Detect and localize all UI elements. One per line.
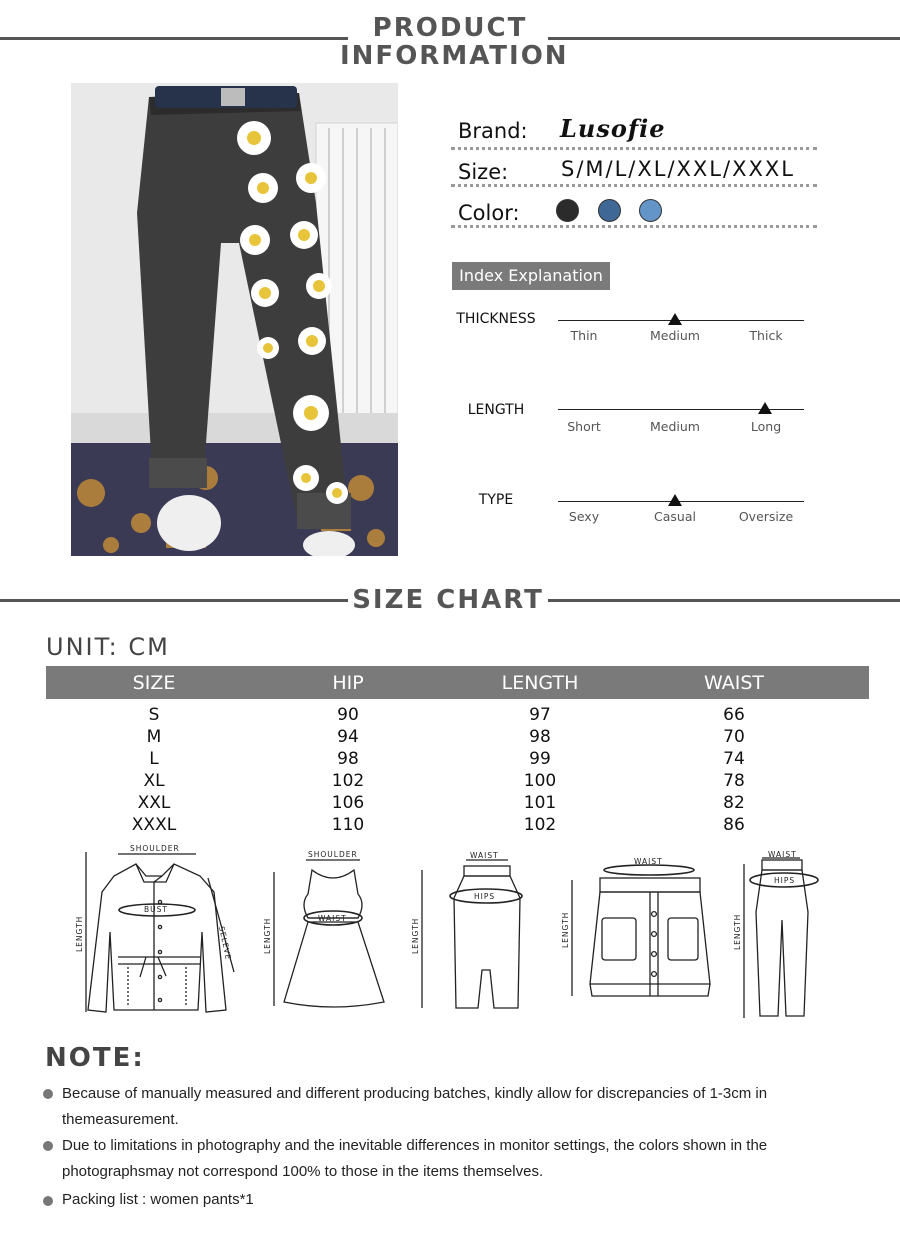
skirt-length-label: LENGTH: [411, 917, 420, 954]
cell-hip: 90: [337, 705, 359, 725]
tick-casual: Casual: [654, 509, 696, 524]
cell-size: S: [148, 705, 160, 725]
index-explanation-badge: Index Explanation: [452, 262, 610, 290]
note-item-3: Packing list : women pants*1: [62, 1191, 254, 1208]
dress-shoulder-label: SHOULDER: [308, 850, 358, 859]
tick-oversize: Oversize: [738, 509, 794, 524]
color-swatch-black[interactable]: [556, 199, 579, 222]
size-label: Size:: [458, 160, 509, 184]
size-value: S/M/L/XL/XXL/XXXL: [561, 157, 795, 181]
size-chart-title: SIZE CHART: [352, 585, 544, 615]
note-title: NOTE:: [45, 1043, 145, 1073]
cell-hip: 94: [337, 727, 359, 747]
skirt-waist-label: WAIST: [470, 851, 499, 860]
diagram-pants: [732, 850, 827, 1022]
dress-waist-label: WAIST: [318, 914, 347, 923]
note-item-2: Due to limitations in photography and the inevitable differences in monitor settings, the colors shown in the photographsmay not correspond 100% to those in the items themselves.: [62, 1137, 768, 1180]
brand-label: Brand:: [458, 119, 528, 143]
cell-size: XL: [143, 771, 165, 791]
unit-label: UNIT: CM: [46, 633, 170, 661]
cell-size: XXL: [137, 793, 171, 813]
color-label: Color:: [458, 201, 520, 225]
cell-hip: 110: [331, 815, 365, 835]
shorts-length-label: LENGTH: [561, 911, 570, 948]
pants-waist-label: WAIST: [768, 850, 797, 859]
note-bullet-2: [43, 1141, 53, 1151]
index-label-thickness: THICKNESS: [456, 311, 536, 327]
tick-medium-length: Medium: [650, 419, 700, 434]
tick-thin: Thin: [570, 328, 598, 343]
cell-waist: 70: [723, 727, 745, 747]
cell-hip: 106: [331, 793, 365, 813]
info-divider-2: [451, 184, 817, 187]
cell-length: 102: [523, 815, 557, 835]
index-label-type: TYPE: [478, 492, 514, 508]
index-label-length: LENGTH: [467, 402, 525, 418]
skirt-hips-label: HIPS: [474, 892, 496, 901]
cell-size: L: [149, 749, 159, 769]
diagram-shirt: [74, 842, 244, 1017]
col-length: LENGTH: [501, 672, 579, 694]
shirt-bust-label: BUST: [144, 905, 168, 914]
cell-waist: 82: [723, 793, 745, 813]
cell-hip: 98: [337, 749, 359, 769]
index-marker-thickness: [668, 313, 682, 325]
color-swatch-light-blue[interactable]: [639, 199, 662, 222]
diagram-skirt: [410, 850, 530, 1012]
info-divider-3: [451, 225, 817, 228]
product-photo: [71, 83, 398, 556]
product-info-title: [340, 13, 569, 71]
product-info-title-line1: PRODUCT: [372, 13, 528, 43]
cell-size: XXXL: [131, 815, 177, 835]
header-rule-right: [548, 37, 900, 40]
index-marker-length: [758, 402, 772, 414]
diagram-dress: [262, 846, 392, 1011]
cell-waist: 66: [723, 705, 745, 725]
cell-length: 97: [529, 705, 551, 725]
diagram-shorts: [560, 852, 720, 1002]
header-rule-left: [0, 37, 348, 40]
brand-value: Lusofie: [560, 114, 666, 143]
tick-short: Short: [567, 419, 601, 434]
cell-waist: 78: [723, 771, 745, 791]
cell-length: 101: [523, 793, 557, 813]
size-chart-rule-left: [0, 599, 348, 602]
cell-hip: 102: [331, 771, 365, 791]
col-hip: HIP: [332, 672, 364, 694]
cell-waist: 86: [723, 815, 745, 835]
tick-medium: Medium: [650, 328, 700, 343]
tick-thick: Thick: [749, 328, 783, 343]
cell-size: M: [146, 727, 162, 747]
shorts-waist-label: WAIST: [634, 857, 663, 866]
pants-hips-label: HIPS: [774, 876, 796, 885]
note-bullet-3: [43, 1196, 53, 1206]
shirt-sleeve-label: SELEVE: [217, 925, 233, 961]
note-item-1: Because of manually measured and different producing batches, kindly allow for discrepancies of 1-3cm in themeasurement.: [62, 1085, 768, 1128]
tick-long: Long: [750, 419, 782, 434]
cell-length: 99: [529, 749, 551, 769]
cell-waist: 74: [723, 749, 745, 769]
note-bullet-1: [43, 1089, 53, 1099]
cell-length: 100: [523, 771, 557, 791]
pants-length-label: LENGTH: [733, 913, 742, 950]
color-swatch-dark-blue[interactable]: [598, 199, 621, 222]
info-divider-1: [451, 147, 817, 150]
col-size: SIZE: [132, 672, 176, 694]
tick-sexy: Sexy: [568, 509, 600, 524]
dress-length-label: LENGTH: [263, 917, 272, 954]
size-table-header: [46, 666, 869, 699]
shirt-length-label: LENGTH: [75, 915, 84, 952]
product-info-title-line2: INFORMATION: [340, 41, 569, 71]
index-marker-type: [668, 494, 682, 506]
cell-length: 98: [529, 727, 551, 747]
shirt-shoulder-label: SHOULDER: [130, 844, 180, 853]
col-waist: WAIST: [703, 672, 764, 694]
size-chart-rule-right: [548, 599, 900, 602]
